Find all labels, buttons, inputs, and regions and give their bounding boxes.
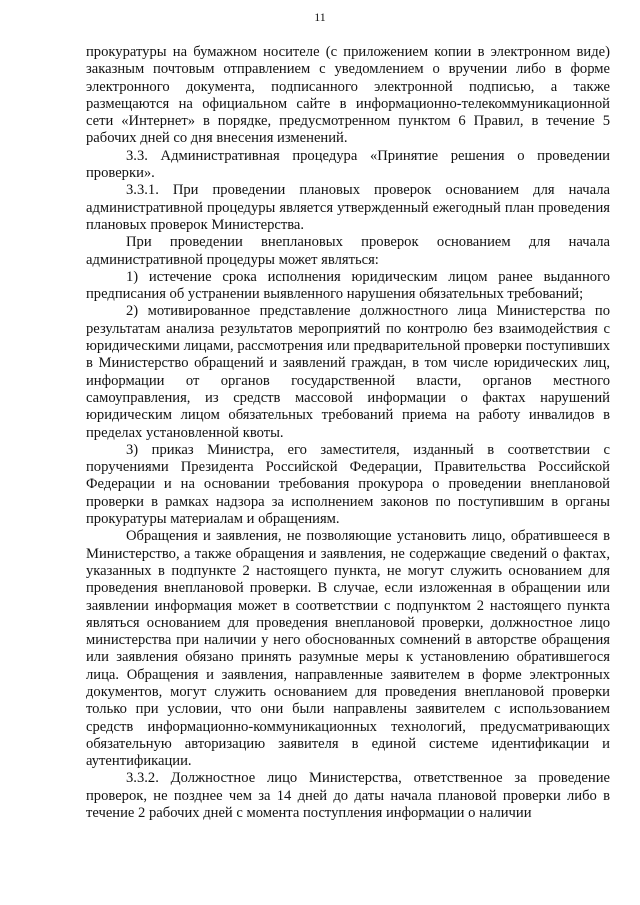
paragraph-item-2: 2) мотивированное представление должностного лица Министерства по результатам анализа результатов мероприятий по контролю без взаимодействия с юридическими лицами, рассмотрения или предварительной проверки поступивших в Министерство обращений и заявлений граждан, в том числе юридических лиц, информации от органов государственной власти, органов местного самоуправления, из средств массовой информации о фактах нарушений юридическим лицом обязательных требований приема на работу инвалидов в пределах установленной квоты. [86, 303, 610, 441]
paragraph-3-3-1: 3.3.1. При проведении плановых проверок основанием для начала административной процедуры является утвержденный ежегодный план проведения плановых проверок Министерства. [86, 182, 610, 233]
document-body [86, 44, 610, 822]
paragraph-continuation: прокуратуры на бумажном носителе (с приложением копии в электронном виде) заказным почтовым отправлением с уведомлением о вручении либо в форме электронного документа, подписанного электронной подписью, а также размещаются на официальном сайте в информационно-телекоммуникационной сети «Интернет» в порядке, предусмотренном пунктом 6 Правил, в течение 5 рабочих дней со дня внесения изменений. [86, 44, 610, 147]
paragraph-section-3-3: 3.3. Административная процедура «Принятие решения о проведении проверки». [86, 147, 610, 182]
paragraph-3-3-2: 3.3.2. Должностное лицо Министерства, ответственное за проведение проверок, не позднее чем за 14 дней до даты начала плановой проверки либо в течение 2 рабочих дней с момента поступления информации о наличии [86, 770, 610, 822]
page-number: 11 [314, 10, 326, 24]
paragraph-item-1: 1) истечение срока исполнения юридическим лицом ранее выданного предписания об устранении выявленного нарушения обязательных требований; [86, 268, 610, 303]
paragraph-appeals: Обращения и заявления, не позволяющие установить лицо, обратившееся в Министерство, а также обращения и заявления, не содержащие сведений о фактах, указанных в подпункте 2 настоящего пункта, не могут служить основанием для проведения внеплановой проверки. В случае, если изложенная в обращении или заявлении информация может в соответствии с подпунктом 2 настоящего пункта являться основанием для проведения внеплановой проверки, должностное лицо министерства при наличии у него обоснованных сомнений в авторстве обращения или заявления обязано принять разумные меры к установлению обратившегося лица. Обращения и заявления, направленные заявителем в форме электронных документов, могут служить основанием для проведения внеплановой проверки только при условии, что они были направлены заявителем с использованием средств информационно-коммуникационных технологий, предусматривающих обязательную авторизацию заявителя в единой системе идентификации и аутентификации. [86, 528, 610, 770]
paragraph-unscheduled-grounds: При проведении внеплановых проверок основанием для начала административной процедуры может являться: [86, 234, 610, 268]
paragraph-item-3: 3) приказ Министра, его заместителя, изданный в соответствии с поручениями Президента Российской Федерации, Правительства Российской Федерации и на основании требования прокурора о проведении внеплановой проверки в рамках надзора за исполнением законов по поступившим в органы прокуратуры материалам и обращениям. [86, 441, 610, 528]
